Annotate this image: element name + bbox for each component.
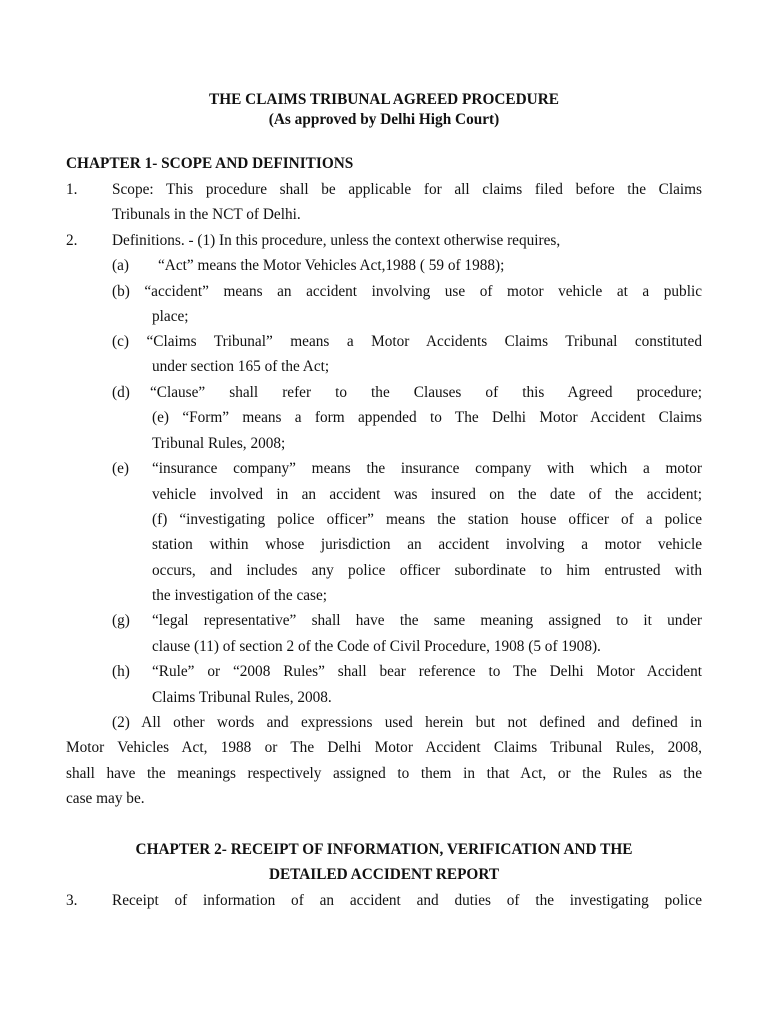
definition-b-line-2: place; <box>152 308 189 325</box>
definition-a-line-1: “Act” means the Motor Vehicles Act,1988 ( 59 of 1988); <box>158 257 505 274</box>
document-subtitle: (As approved by Delhi High Court) <box>268 111 500 128</box>
item-1-line-1: Scope: This procedure shall be applicable for all claims filed before the Claims <box>112 181 702 198</box>
chapter-2-heading-line-1: CHAPTER 2- RECEIPT OF INFORMATION, VERIFICATION AND THE <box>135 841 633 858</box>
item-3-line-1: Receipt of information of an accident and duties of the investigating police <box>112 892 702 909</box>
definition-g-label: (g) <box>112 612 130 629</box>
chapter-1-heading: CHAPTER 1- SCOPE AND DEFINITIONS <box>66 155 354 172</box>
definition-e-line-1: “insurance company” means the insurance company with which a motor <box>152 460 702 477</box>
definition-e-line-3: (f) “investigating police officer” means the station house officer of a police <box>152 511 702 528</box>
definition-d-label: (d) <box>112 384 130 401</box>
definition-b-line-1: (b) “accident” means an accident involving use of motor vehicle at a public <box>112 283 702 300</box>
definition-h-line-2: Claims Tribunal Rules, 2008. <box>152 689 332 706</box>
definition-e-label: (e) <box>112 460 129 477</box>
item-1-number: 1. <box>66 181 78 198</box>
definition-d-line-1: “Clause” shall refer to the Clauses of this Agreed procedure; <box>150 384 702 401</box>
paragraph-2-line-3: shall have the meanings respectively assigned to them in that Act, or the Rules as the <box>66 765 702 782</box>
definition-d-line-2: (e) “Form” means a form appended to The Delhi Motor Accident Claims <box>152 409 702 426</box>
document-title: THE CLAIMS TRIBUNAL AGREED PROCEDURE <box>209 91 559 108</box>
item-3-number: 3. <box>66 892 78 909</box>
paragraph-2-line-2: Motor Vehicles Act, 1988 or The Delhi Motor Accident Claims Tribunal Rules, 2008, <box>66 739 702 756</box>
definition-e-line-2: vehicle involved in an accident was insured on the date of the accident; <box>152 486 702 503</box>
definition-g-line-1: “legal representative” shall have the same meaning assigned to it under <box>152 612 702 629</box>
definition-g-line-2: clause (11) of section 2 of the Code of Civil Procedure, 1908 (5 of 1908). <box>152 638 601 655</box>
item-2-line-1: Definitions. - (1) In this procedure, unless the context otherwise requires, <box>112 232 561 249</box>
definition-h-line-1: “Rule” or “2008 Rules” shall bear reference to The Delhi Motor Accident <box>152 663 702 680</box>
definition-d-line-3: Tribunal Rules, 2008; <box>152 435 286 452</box>
definition-e-line-6: the investigation of the case; <box>152 587 328 604</box>
item-2-number: 2. <box>66 232 78 249</box>
item-1-line-2: Tribunals in the NCT of Delhi. <box>112 206 301 223</box>
definition-e-line-5: occurs, and includes any police officer subordinate to him entrusted with <box>152 562 702 579</box>
definition-e-line-4: station within whose jurisdiction an accident involving a motor vehicle <box>152 536 702 553</box>
chapter-2-heading-line-2: DETAILED ACCIDENT REPORT <box>268 866 500 883</box>
paragraph-2-line-4: case may be. <box>66 790 145 807</box>
paragraph-2-line-1: (2) All other words and expressions used herein but not defined and defined in <box>112 714 702 731</box>
definition-c-line-1: (c) “Claims Tribunal” means a Motor Accidents Claims Tribunal constituted <box>112 333 702 350</box>
definition-h-label: (h) <box>112 663 130 680</box>
definition-a-label: (a) <box>112 257 129 274</box>
definition-c-line-2: under section 165 of the Act; <box>152 358 330 375</box>
